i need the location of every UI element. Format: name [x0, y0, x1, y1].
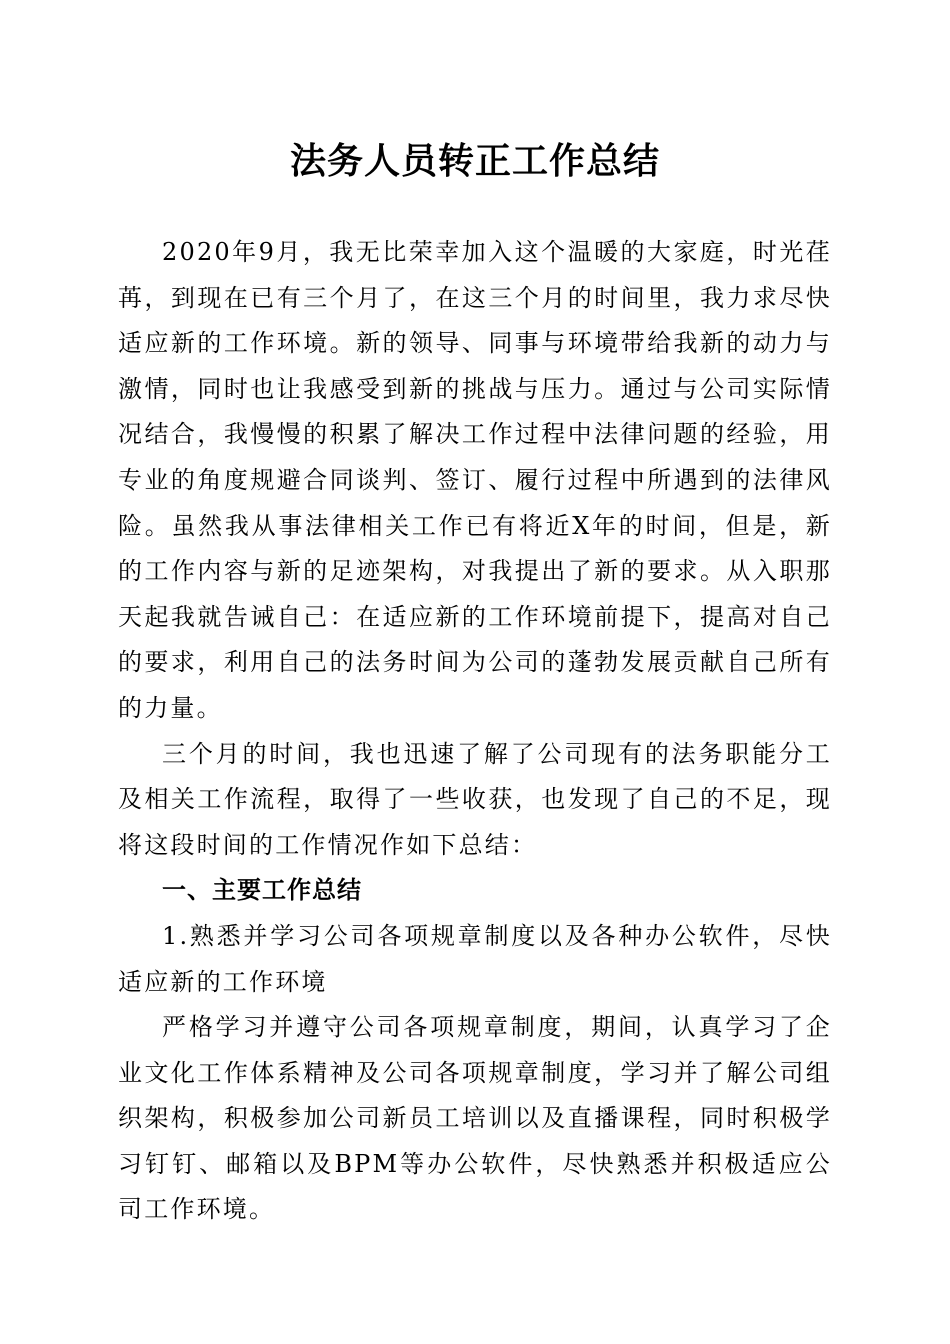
- summary-intro-paragraph: 三个月的时间，我也迅速了解了公司现有的法务职能分工及相关工作流程，取得了一些收获，也发现了自己的不足，现将这段时间的工作情况作如下总结：: [118, 739, 832, 859]
- intro-paragraph: 2020年9月，我无比荣幸加入这个温暖的大家庭，时光荏苒，到现在已有三个月了，在这三个月的时间里，我力求尽快适应新的工作环境。新的领导、同事与环境带给我新的动力与激情，同时也让我感受到新的挑战与压力。通过与公司实际情况结合，我慢慢的积累了解决工作过程中法律问题的经验，用专业的角度规避合同谈判、签订、履行过程中所遇到的法律风险。虽然我从事法律相关工作已有将近X年的时间，但是，新的工作内容与新的足迹架构，对我提出了新的要求。从入职那天起我就告诫自己：在适应新的工作环境前提下，提高对自己的要求，利用自己的法务时间为公司的蓬勃发展贡献自己所有的力量。: [118, 238, 832, 722]
- document-title: 法务人员转正工作总结: [289, 140, 660, 182]
- document-body: [118, 230, 832, 1233]
- section-heading: 一、主要工作总结: [162, 876, 362, 905]
- subsection-heading: 1.熟悉并学习公司各项规章制度以及各种办公软件，尽快适应新的工作环境: [118, 921, 832, 996]
- section-paragraph: 严格学习并遵守公司各项规章制度，期间，认真学习了企业文化工作体系精神及公司各项规章制度，学习并了解公司组织架构，积极参加公司新员工培训以及直播课程，同时积极学习钉钉、邮箱以及BPM等办公软件，尽快熟悉并积极适应公司工作环境。: [118, 1013, 832, 1224]
